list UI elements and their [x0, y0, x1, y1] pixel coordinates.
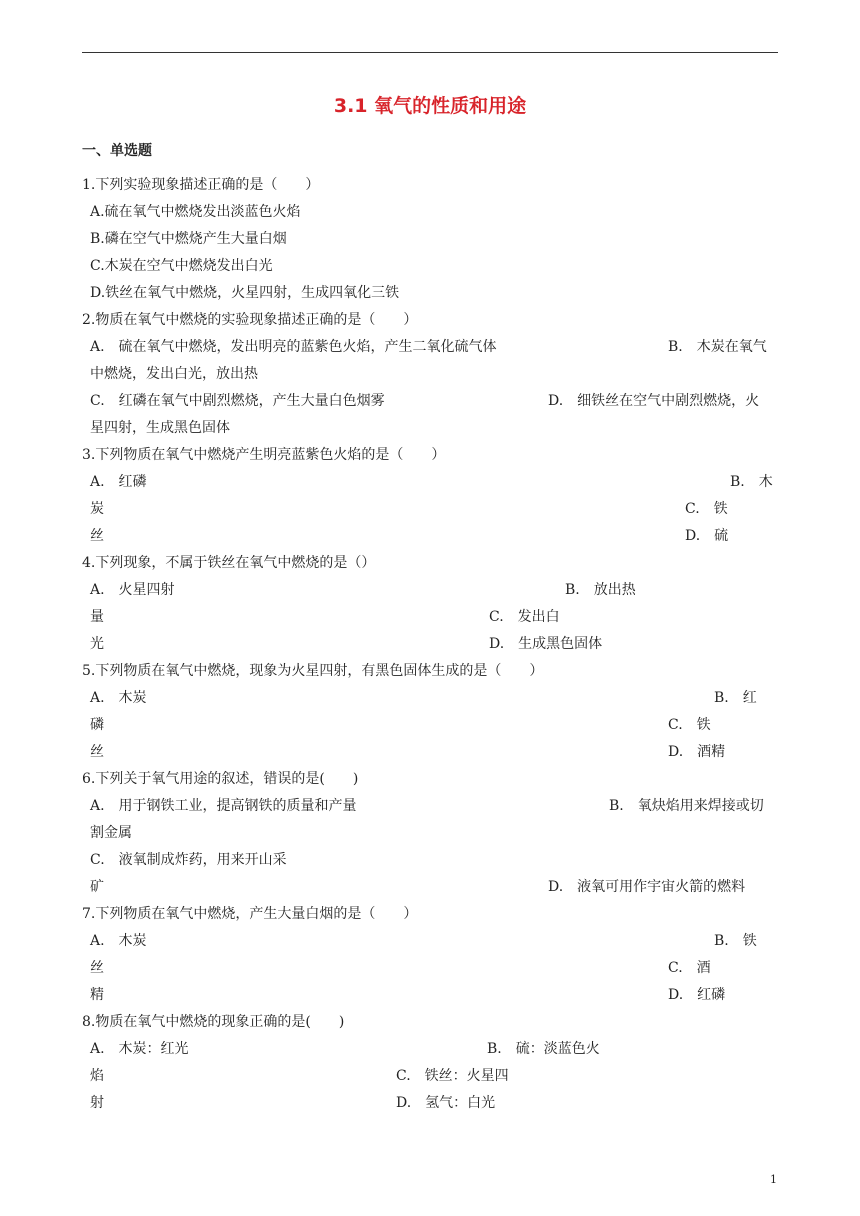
question-3-option-a: A. 红磷 — [90, 474, 147, 490]
question-4-option-c-cont: 光 — [90, 636, 104, 652]
question-1-stem: 1.下列实验现象描述正确的是（ ） — [82, 177, 320, 193]
question-5-option-b: B. 红 — [714, 690, 757, 706]
question-8-stem: 8.物质在氧气中燃烧的现象正确的是( ) — [82, 1014, 345, 1030]
question-1-option-c: C.木炭在空气中燃烧发出白光 — [90, 258, 273, 274]
question-6-option-c-cont: 矿 — [90, 879, 104, 895]
question-5-option-a: A. 木炭 — [90, 690, 147, 706]
question-3-option-c: C. 铁 — [685, 501, 728, 517]
question-6-option-b: B. 氧炔焰用来焊接或切 — [609, 798, 764, 814]
question-1-option-d: D.铁丝在氧气中燃烧，火星四射，生成四氧化三铁 — [90, 285, 400, 301]
question-3-option-d: D. 硫 — [685, 528, 729, 544]
question-1-option-a: A.硫在氧气中燃烧发出淡蓝色火焰 — [90, 204, 301, 220]
question-7-option-c: C. 酒 — [668, 960, 711, 976]
question-5-option-b-cont: 磷 — [90, 717, 104, 733]
question-2-option-d: D. 细铁丝在空气中剧烈燃烧，火 — [548, 393, 760, 409]
question-3-option-c-cont: 丝 — [90, 528, 104, 544]
question-4-option-b-cont: 量 — [90, 609, 104, 625]
question-2-option-a: A. 硫在氧气中燃烧，发出明亮的蓝紫色火焰，产生二氧化硫气体 — [90, 339, 497, 355]
question-7-option-b-cont: 丝 — [90, 960, 104, 976]
question-6-option-a: A. 用于钢铁工业，提高钢铁的质量和产量 — [90, 798, 357, 814]
question-8-option-c: C. 铁丝：火星四 — [396, 1068, 509, 1084]
question-7-option-a: A. 木炭 — [90, 933, 147, 949]
question-8-option-b-cont: 焰 — [90, 1068, 104, 1084]
question-2-option-c: C. 红磷在氧气中剧烈燃烧，产生大量白色烟雾 — [90, 393, 385, 409]
question-3-option-b-cont: 炭 — [90, 501, 104, 517]
question-4-option-b: B. 放出热 — [565, 582, 636, 598]
section-heading: 一、单选题 — [82, 143, 152, 159]
question-7-option-b: B. 铁 — [714, 933, 757, 949]
question-4-stem: 4.下列现象，不属于铁丝在氧气中燃烧的是（） — [82, 555, 376, 571]
question-3-stem: 3.下列物质在氧气中燃烧产生明亮蓝紫色火焰的是（ ） — [82, 447, 446, 463]
question-2-stem: 2.物质在氧气中燃烧的实验现象描述正确的是（ ） — [82, 312, 418, 328]
question-5-option-c: C. 铁 — [668, 717, 711, 733]
question-3-option-b: B. 木 — [730, 474, 773, 490]
question-4-option-c: C. 发出白 — [489, 609, 560, 625]
question-6-option-d: D. 液氧可用作宇宙火箭的燃料 — [548, 879, 746, 895]
question-1-option-b: B.磷在空气中燃烧产生大量白烟 — [90, 231, 287, 247]
header-rule — [82, 52, 778, 53]
question-2-option-d-cont: 星四射，生成黑色固体 — [90, 420, 230, 436]
question-6-stem: 6.下列关于氧气用途的叙述，错误的是( ) — [82, 771, 359, 787]
question-8-option-a: A. 木炭：红光 — [90, 1041, 189, 1057]
document-title: 3.1 氧气的性质和用途 — [333, 95, 527, 117]
question-7-option-c-cont: 精 — [90, 987, 104, 1003]
question-6-option-b-cont: 割金属 — [90, 825, 132, 841]
question-5-option-c-cont: 丝 — [90, 744, 104, 760]
question-5-option-d: D. 酒精 — [668, 744, 726, 760]
question-2-option-b-cont: 中燃烧，发出白光，放出热 — [90, 366, 258, 382]
question-4-option-d: D. 生成黑色固体 — [489, 636, 603, 652]
question-8-option-d: D. 氢气：白光 — [396, 1095, 496, 1111]
question-2-option-b: B. 木炭在氧气 — [668, 339, 767, 355]
question-7-option-d: D. 红磷 — [668, 987, 726, 1003]
question-7-stem: 7.下列物质在氧气中燃烧，产生大量白烟的是（ ） — [82, 906, 418, 922]
question-6-option-c: C. 液氧制成炸药，用来开山采 — [90, 852, 287, 868]
page-number: 1 — [770, 1173, 777, 1186]
question-8-option-c-cont: 射 — [90, 1095, 104, 1111]
question-4-option-a: A. 火星四射 — [90, 582, 175, 598]
question-8-option-b: B. 硫：淡蓝色火 — [487, 1041, 600, 1057]
question-5-stem: 5.下列物质在氧气中燃烧，现象为火星四射，有黑色固体生成的是（ ） — [82, 663, 544, 679]
